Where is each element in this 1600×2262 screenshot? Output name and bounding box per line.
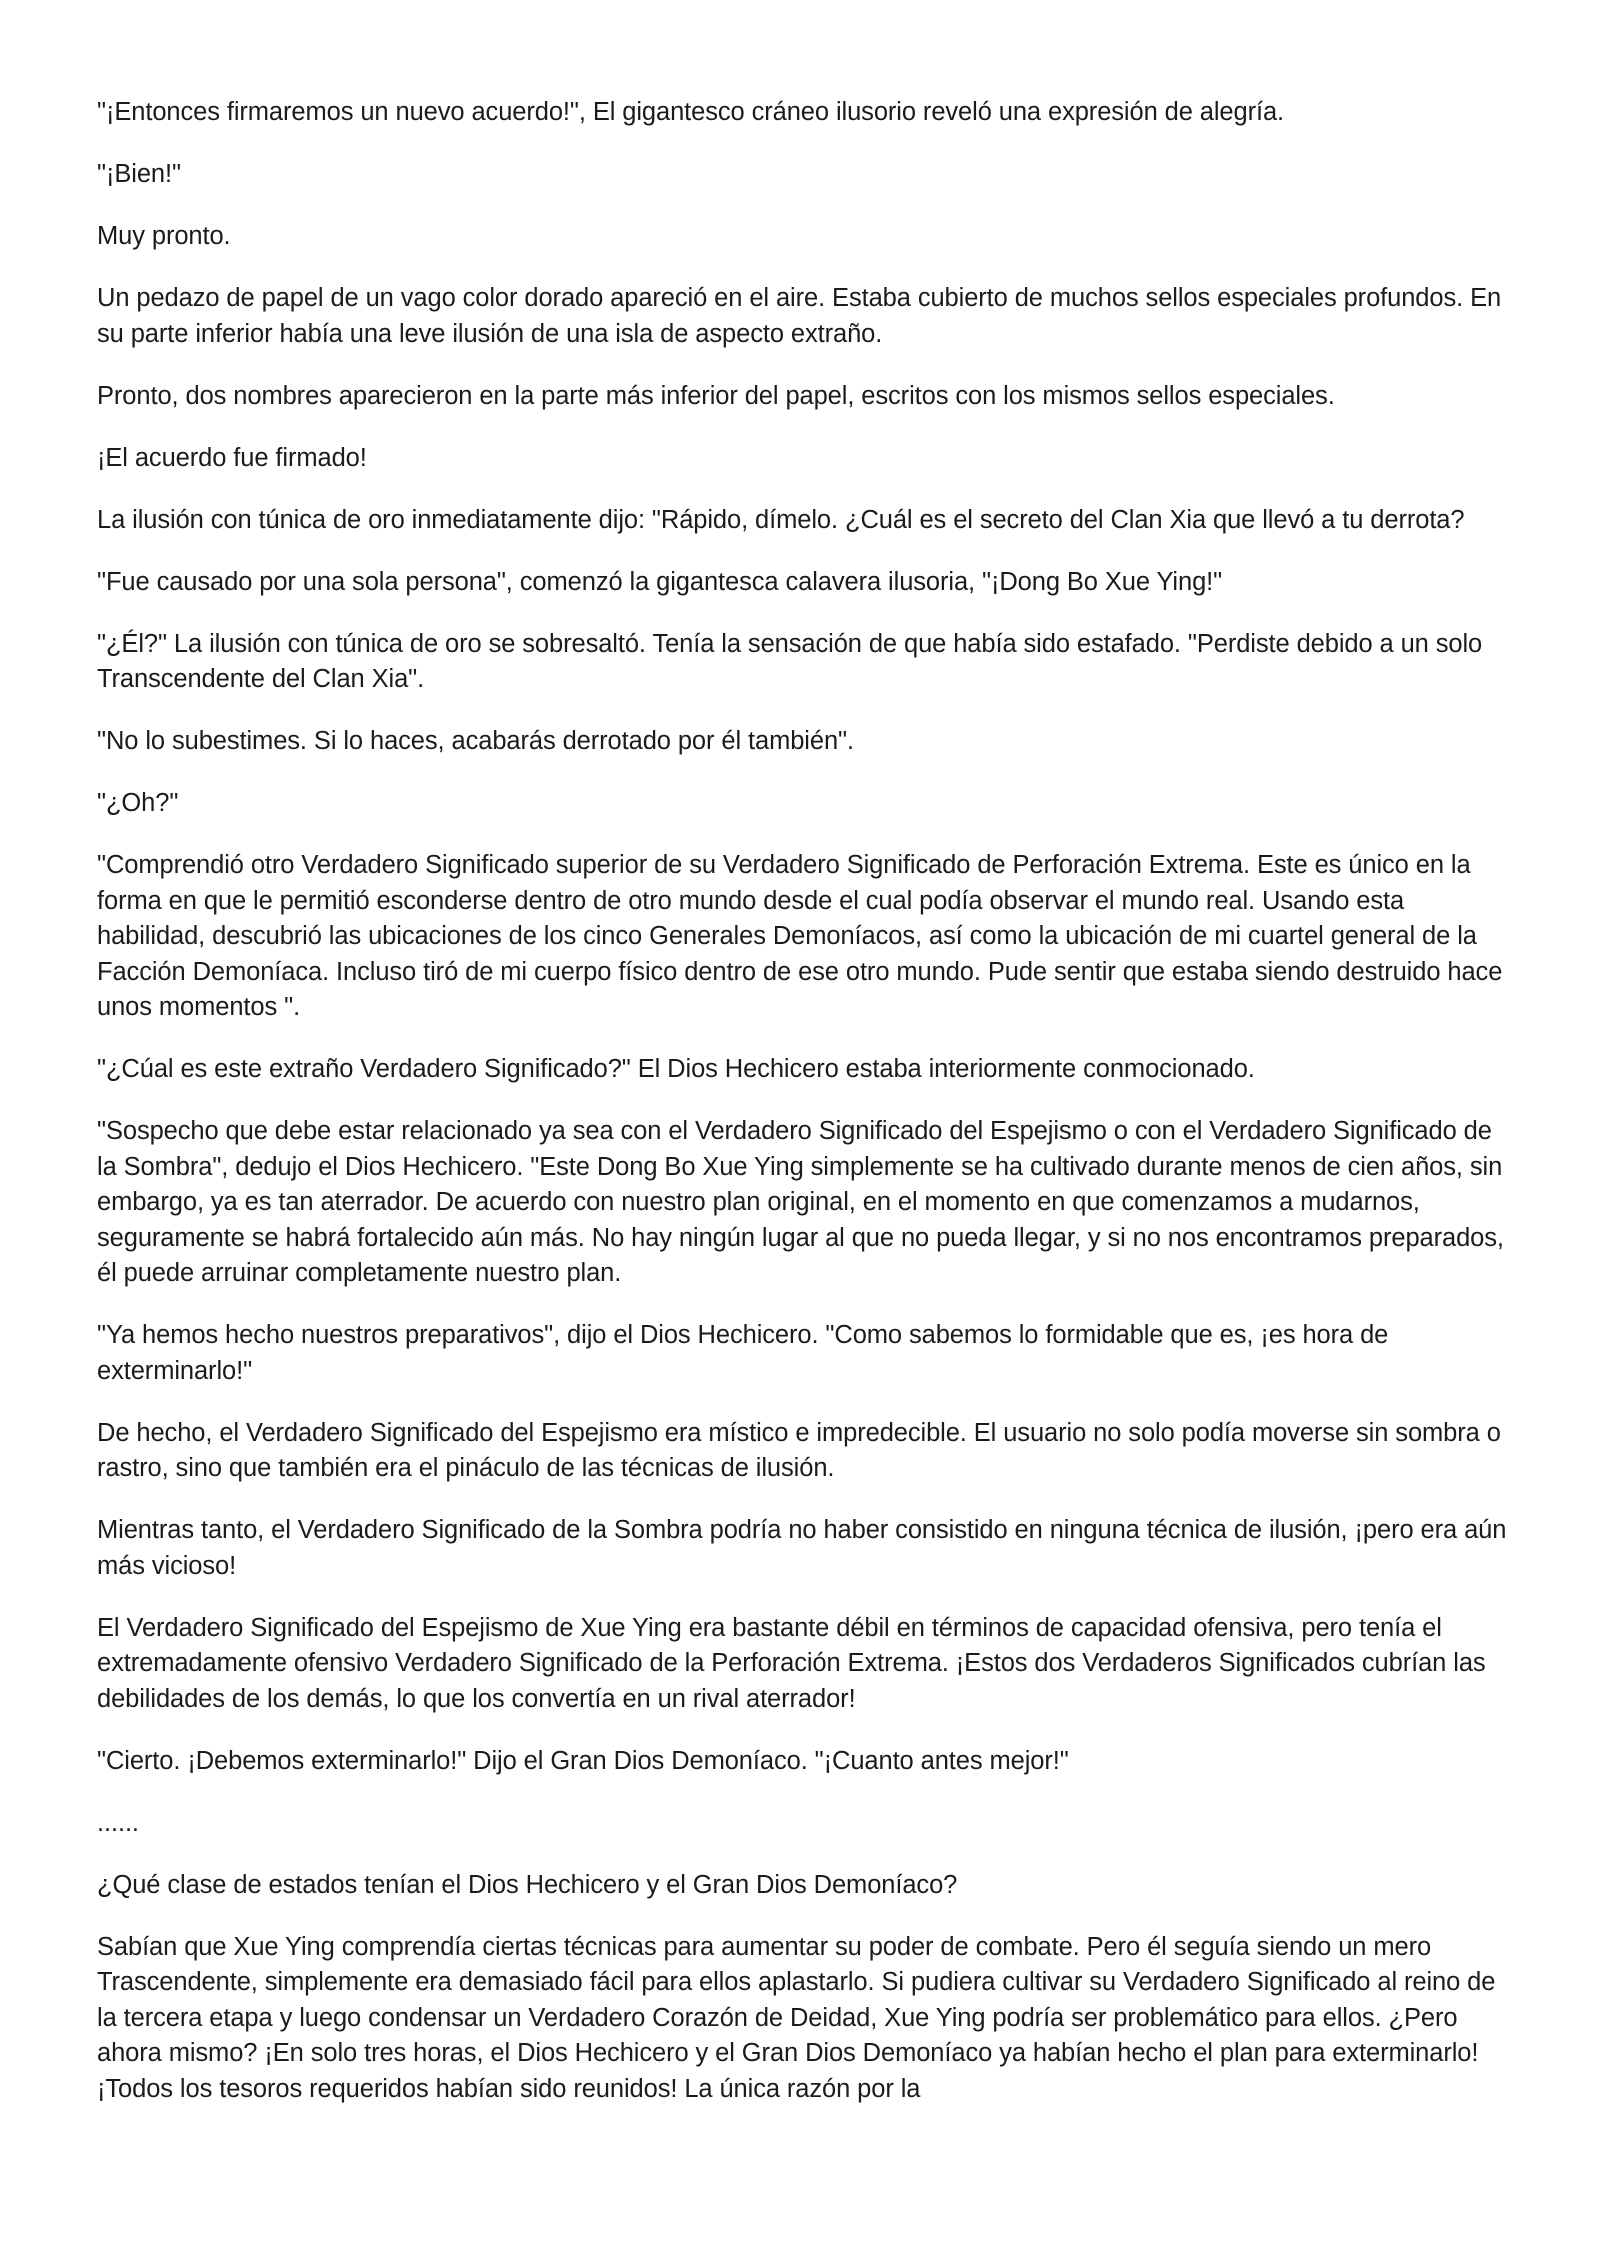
paragraph-3: Muy pronto. bbox=[97, 222, 231, 250]
paragraph-9: "¿Él?" La ilusión con túnica de oro se sobresaltó. Tenía la sensación de que había sido estafado. "Perdiste debido a un solo Transcendente del Clan Xia". bbox=[97, 629, 1483, 693]
paragraph-4: Un pedazo de papel de un vago color dorado apareció en el aire. Estaba cubierto de muchos sellos especiales profundos. En su parte inferior había una leve ilusión de una isla de aspecto extraño. bbox=[97, 284, 1502, 348]
paragraph-10: "No lo subestimes. Si lo haces, acabarás derrotado por él también". bbox=[97, 727, 854, 755]
paragraph-11: "¿Oh?" bbox=[97, 789, 179, 817]
paragraph-12: "Comprendió otro Verdadero Significado superior de su Verdadero Significado de Perforación Extrema. Este es único en la forma en que le permitió esconderse dentro de otro mundo desde el cual podía observar el mundo real. Usando esta habilidad, descubrió las ubicaciones de los cinco Generales Demoníacos, así como la ubicación de mi cuartel general de la Facción Demoníaca. Incluso tiró de mi cuerpo físico dentro de ese otro mundo. Pude sentir que estaba siendo destruido hace unos momentos ". bbox=[97, 851, 1503, 1021]
paragraph-17: Mientras tanto, el Verdadero Significado de la Sombra podría no haber consistido en ninguna técnica de ilusión, ¡pero era aún más vicioso! bbox=[97, 1516, 1507, 1580]
paragraph-7: La ilusión con túnica de oro inmediatamente dijo: "Rápido, dímelo. ¿Cuál es el secreto del Clan Xia que llevó a tu derrota? bbox=[97, 505, 1465, 534]
paragraph-5: Pronto, dos nombres aparecieron en la parte más inferior del papel, escritos con los mismos sellos especiales. bbox=[97, 381, 1335, 410]
paragraph-8: "Fue causado por una sola persona", comenzó la gigantesca calavera ilusoria, "¡Dong Bo Xue Ying!" bbox=[97, 567, 1223, 596]
document-page bbox=[97, 95, 1507, 2134]
paragraph-14: "Sospecho que debe estar relacionado ya sea con el Verdadero Significado del Espejismo o con el Verdadero Significado de la Sombra", dedujo el Dios Hechicero. "Este Dong Bo Xue Ying simplemente se ha cultivado durante menos de cien años, sin embargo, ya es tan aterrador. De acuerdo con nuestro plan original, en el momento en que comenzamos a mudarnos, seguramente se habrá fortalecido aún más. No hay ningún lugar al que no pueda llegar, y si no nos encontramos preparados, él puede arruinar completamente nuestro plan. bbox=[97, 1117, 1504, 1287]
paragraph-13: "¿Cúal es este extraño Verdadero Significado?" El Dios Hechicero estaba interiormente conmocionado. bbox=[97, 1055, 1255, 1083]
paragraph-16: De hecho, el Verdadero Significado del Espejismo era místico e impredecible. El usuario no solo podía moverse sin sombra o rastro, sino que también era el pináculo de las técnicas de ilusión. bbox=[97, 1418, 1501, 1482]
paragraph-19: "Cierto. ¡Debemos exterminarlo!" Dijo el Gran Dios Demoníaco. "¡Cuanto antes mejor!" bbox=[97, 1746, 1069, 1775]
paragraph-15: "Ya hemos hecho nuestros preparativos", dijo el Dios Hechicero. "Como sabemos lo formidable que es, ¡es hora de exterminarlo!" bbox=[97, 1321, 1389, 1385]
paragraph-18: El Verdadero Significado del Espejismo de Xue Ying era bastante débil en términos de capacidad ofensiva, pero tenía el extremadamente ofensivo Verdadero Significado de la Perforación Extrema. ¡Estos dos Verdaderos Significados cubrían las debilidades de los demás, lo que los convertía en un rival aterrador! bbox=[97, 1613, 1486, 1713]
paragraph-22: Sabían que Xue Ying comprendía ciertas técnicas para aumentar su poder de combate. Pero él seguía siendo un mero Trascendente, simplemente era demasiado fácil para ellos aplastarlo. Si pudiera cultivar su Verdadero Significado al reino de la tercera etapa y luego condensar un Verdadero Corazón de Deidad, Xue Ying podría ser problemático para ellos. ¿Pero ahora mismo? ¡En solo tres horas, el Dios Hechicero y el Gran Dios Demoníaco ya habían hecho el plan para exterminarlo! ¡Todos los tesoros requeridos habían sido reunidos! La única razón por la bbox=[97, 1932, 1496, 2103]
paragraph-21: ¿Qué clase de estados tenían el Dios Hechicero y el Gran Dios Demoníaco? bbox=[97, 1870, 958, 1899]
paragraph-6: ¡El acuerdo fue firmado! bbox=[97, 443, 367, 472]
paragraph-1: "¡Entonces firmaremos un nuevo acuerdo!", El gigantesco cráneo ilusorio reveló una expresión de alegría. bbox=[97, 98, 1285, 126]
paragraph-20: ...... bbox=[97, 1808, 139, 1837]
paragraph-2: "¡Bien!" bbox=[97, 160, 181, 188]
